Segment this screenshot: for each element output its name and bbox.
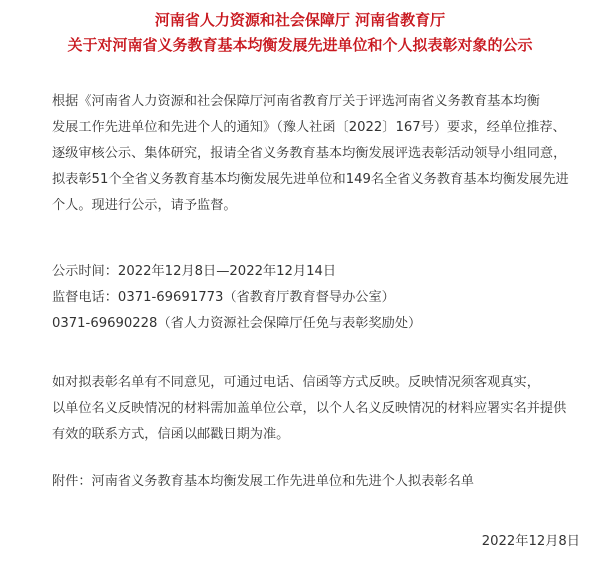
supervision-phone-1: 监督电话：0371-69691773（省教育厅教育督导办公室） [52, 290, 395, 305]
supervision-phone-2: 0371-69690228（省人力资源社会保障厅任免与表彰奖励处） [52, 316, 422, 331]
title-line-2: 关于对河南省义务教育基本均衡发展先进单位和个人拟表彰对象的公示 [67, 36, 533, 54]
para2-line-2: 以单位名义反映情况的材料需加盖单位公章，以个人名义反映情况的材料应署实名并提供 [52, 401, 567, 416]
notice-date: 2022年12月8日 [481, 534, 580, 549]
para1-line-4: 拟表彰51个全省义务教育基本均衡发展先进单位和149名全省义务教育基本均衡发展先进 [52, 172, 569, 187]
para1-line-3: 逐级审核公示、集体研究，报请全省义务教育基本均衡发展评选表彰活动领导小组同意， [52, 146, 567, 161]
para1-line-5: 个人。现进行公示，请予监督。 [52, 198, 237, 213]
para1-line-1: 根据《河南省人力资源和社会保障厅河南省教育厅关于评选河南省义务教育基本均衡 [52, 94, 540, 109]
para2-line-3: 有效的联系方式，信函以邮戳日期为准。 [52, 427, 290, 442]
notice-period: 公示时间：2022年12月8日—2022年12月14日 [52, 264, 337, 279]
attachment-line: 附件：河南省义务教育基本均衡发展工作先进单位和先进个人拟表彰名单 [52, 474, 474, 489]
para1-line-2: 发展工作先进单位和先进个人的通知》（豫人社函〔2022〕167号）要求，经单位推荐、 [52, 120, 566, 135]
para2-line-1: 如对拟表彰名单有不同意见，可通过电话、信函等方式反映。反映情况须客观真实， [52, 375, 540, 390]
title-line-1: 河南省人力资源和社会保障厅 河南省教育厅 [154, 11, 446, 29]
